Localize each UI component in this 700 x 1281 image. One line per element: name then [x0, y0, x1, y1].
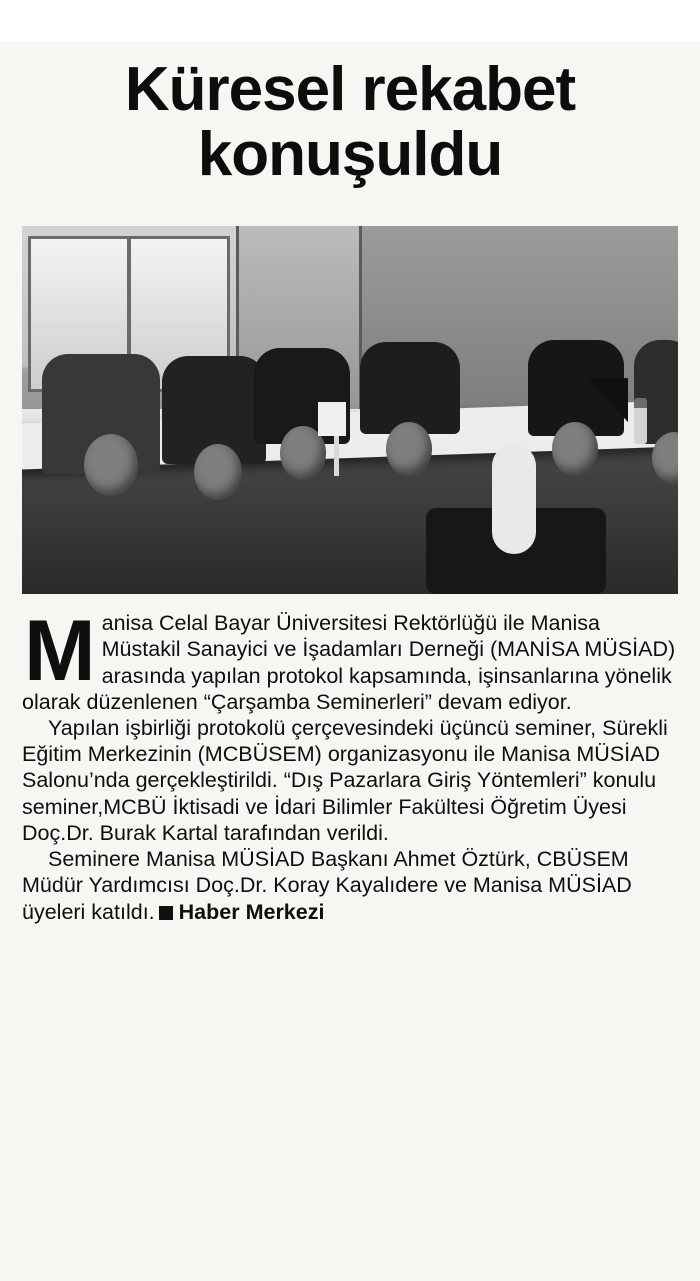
headline-line-1: Küresel rekabet [124, 54, 576, 124]
foreground-chair-back [492, 444, 536, 554]
headline-line-2: konuşuldu [197, 120, 503, 190]
page-title [22, 42, 678, 190]
byline-square-icon [159, 906, 173, 920]
person-2-head [194, 444, 242, 500]
paragraph-1-text: anisa Celal Bayar Üniversitesi Rektörlüğü ile Manisa Müstakil Sanayici ve İşadamları Derneği (MANİSA MÜSİAD) arasında yapılan protokol kapsamında, işinsanlarına yönelik olarak düzenlenen “Çarşamba Seminerleri” devam ediyor. [22, 611, 676, 714]
person-4-head [386, 422, 432, 476]
paragraph-3-text: Seminere Manisa MÜSİAD Başkanı Ahmet Öztürk, CBÜSEM Müdür Yardımcısı Doç.Dr. Koray Kayalıdere ve Manisa MÜSİAD üyeleri katıldı. [22, 847, 632, 924]
drop-cap: M [24, 603, 96, 700]
article-paragraph-2: Yapılan işbirliği protokolü çerçevesindeki üçüncü seminer, Sürekli Eğitim Merkezinin (MCBÜSEM) organizasyonu ile Manisa MÜSİAD Salonu’nda gerçekleştirildi. “Dış Pazarlara Giriş Yöntemleri” konulu seminer,MCBÜ İktisadi ve İdari Bilimler Fakültesi Öğretim Üyesi Doç.Dr. Burak Kartal tarafından verildi. [22, 715, 668, 845]
person-5-head [552, 422, 598, 476]
water-bottle [634, 398, 647, 444]
desk-flag [318, 402, 346, 436]
article-paragraph-1 [22, 603, 678, 715]
newspaper-page [0, 42, 700, 1281]
article-photo [22, 226, 678, 594]
person-1-head [84, 434, 138, 496]
byline: Haber Merkezi [178, 899, 325, 924]
person-4 [360, 342, 460, 434]
article-body [22, 603, 678, 925]
article-paragraph-3 [22, 846, 678, 925]
